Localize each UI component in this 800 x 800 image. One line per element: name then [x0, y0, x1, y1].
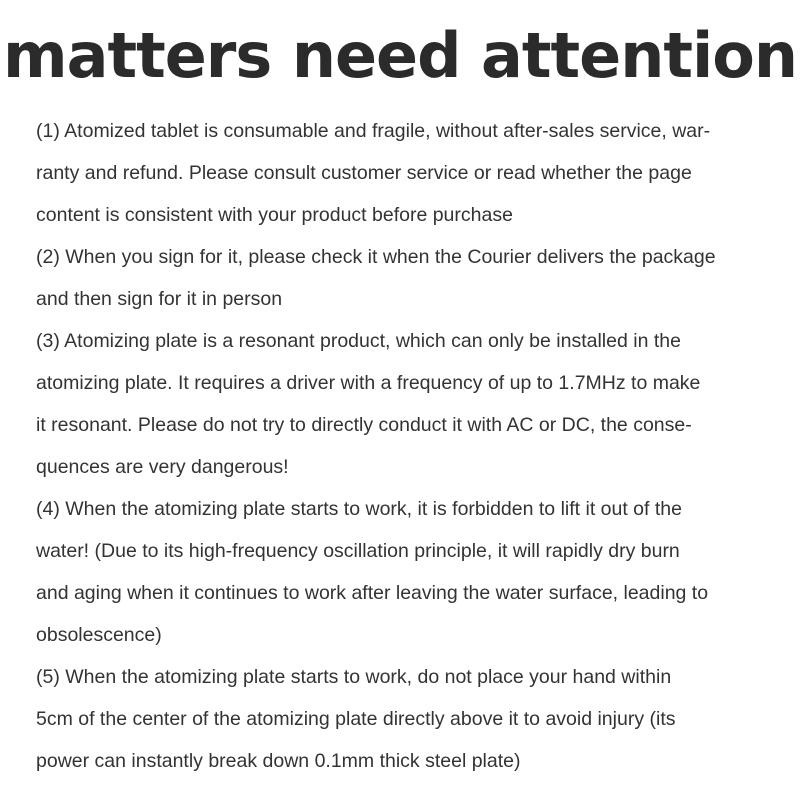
text-line: power can instantly break down 0.1mm thick steel plate): [36, 750, 521, 772]
text-line: content is consistent with your product before purchase: [36, 204, 513, 226]
text-line: obsolescence): [36, 624, 162, 646]
text-line: ranty and refund. Please consult customer service or read whether the page: [36, 162, 692, 184]
text-line: (1) Atomized tablet is consumable and fragile, without after-sales service, war-: [36, 120, 711, 142]
notice-body: [36, 110, 776, 782]
text-line: atomizing plate. It requires a driver with a frequency of up to 1.7MHz to make: [36, 372, 701, 394]
paragraph-5: [36, 656, 776, 782]
text-line: (4) When the atomizing plate starts to work, it is forbidden to lift it out of the: [36, 498, 682, 520]
paragraph-1: [36, 110, 776, 236]
text-line: (5) When the atomizing plate starts to work, do not place your hand within: [36, 666, 672, 688]
text-line: quences are very dangerous!: [36, 456, 289, 478]
paragraph-4: [36, 488, 776, 656]
text-line: (2) When you sign for it, please check it when the Courier delivers the package: [36, 246, 716, 268]
text-line: it resonant. Please do not try to directly conduct it with AC or DC, the conse-: [36, 414, 692, 436]
paragraph-2: [36, 236, 776, 320]
text-line: (3) Atomizing plate is a resonant product, which can only be installed in the: [36, 330, 681, 352]
text-line: and aging when it continues to work after leaving the water surface, leading to: [36, 582, 709, 604]
text-line: 5cm of the center of the atomizing plate directly above it to avoid injury (its: [36, 708, 676, 730]
text-line: and then sign for it in person: [36, 288, 283, 310]
paragraph-3: [36, 320, 776, 488]
page-title: matters need attention: [3, 19, 797, 92]
text-line: water! (Due to its high-frequency oscillation principle, it will rapidly dry burn: [36, 540, 680, 562]
